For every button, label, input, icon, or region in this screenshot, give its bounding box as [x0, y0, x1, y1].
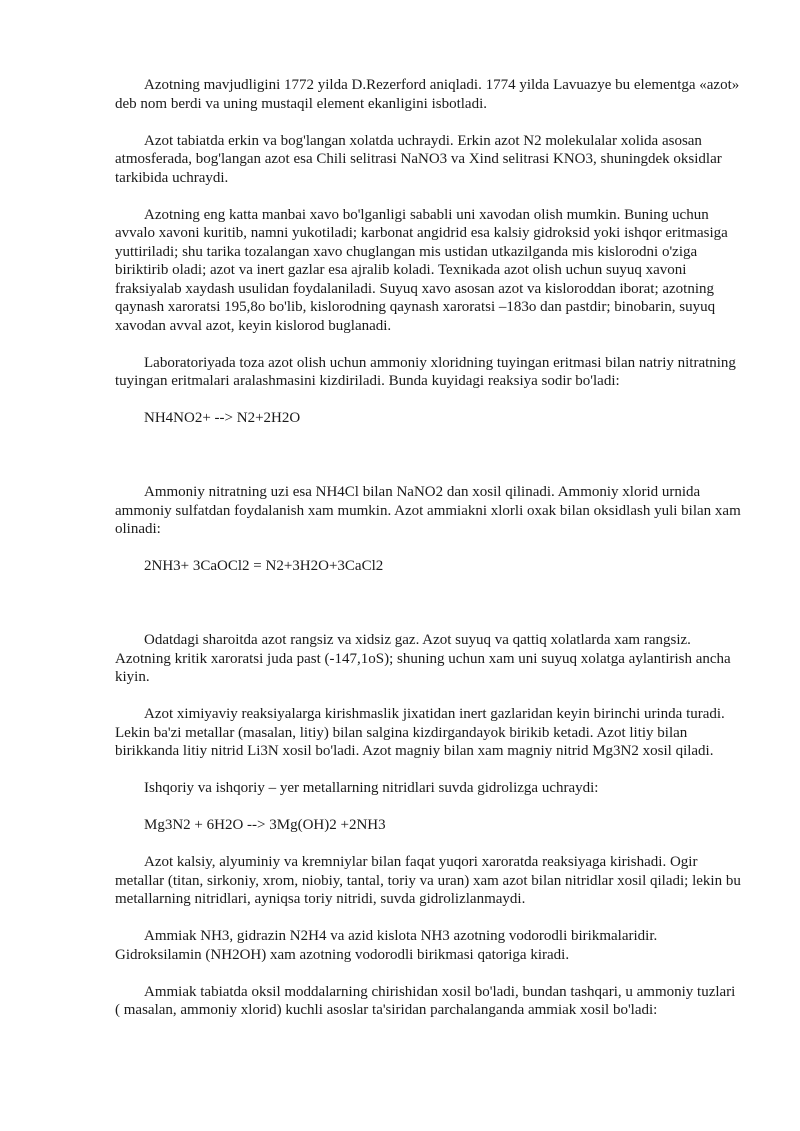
spacer — [115, 539, 744, 558]
paragraph-reactivity: Azot ximiyaviy reaksiyalarga kirishmaslik jixatidan inert gazlaridan keyin birinchi urinda turadi. Lekin ba'zi metallar (masalan, litiy) bilan salgina kizdirgandayok birikib ketadi. Azot litiy bilan birikkanda litiy nitrid Li3N xosil bo'ladi. Azot magniy bilan xam magniy nitrid Mg3N2 xosil qiladi. — [115, 706, 725, 759]
spacer — [115, 187, 744, 206]
spacer — [115, 798, 744, 817]
paragraph-discovery: Azotning mavjudligini 1772 yilda D.Rezerford aniqladi. 1774 yilda Lavuazye bu elementga «azot» deb nom berdi va uning mustaqil element ekanligini isbotladi. — [115, 77, 740, 112]
spacer — [115, 465, 744, 484]
paragraph-nitrides-hydrolysis: Ishqoriy va ishqoriy – yer metallarning nitridlari suvda gidrolizga uchraydi: — [144, 780, 599, 796]
spacer — [115, 335, 744, 354]
paragraph-ammonium-nitrate: Ammoniy nitratning uzi esa NH4Cl bilan NaNO2 dan xosil qilinadi. Ammoniy xlorid urnida ammoniy sulfatdan foydalanish xam mumkin. Azot ammiakni xlorli oxak bilan oksidlash yuli bilan xam olinadi: — [115, 484, 741, 537]
spacer — [115, 613, 744, 632]
paragraph-properties: Odatdagi sharoitda azot rangsiz va xidsiz gaz. Azot suyuq va qattiq xolatlarda xam rangsiz. Azotning kritik xaroratsi juda past (-147,1oS); shuning uchun xam uni suyuq xolatga aylantirish ancha kiyin. — [115, 632, 731, 685]
spacer — [115, 964, 744, 983]
spacer — [115, 428, 744, 465]
paragraph-hydrogen-compounds: Ammiak NH3, gidrazin N2H4 va azid kislota NH3 azotning vodorodli birikmalaridir. Gidroksilamin (NH2OH) xam azotning vodorodli birikmasi qatoriga kiradi. — [115, 928, 658, 963]
spacer — [115, 113, 744, 132]
equation-magnesium-nitride: Mg3N2 + 6H2O --> 3Mg(OH)2 +2NH3 — [144, 817, 386, 833]
equation-chlorinated-lime: 2NH3+ 3CaOCl2 = N2+3H2O+3CaCl2 — [144, 558, 384, 574]
paragraph-air-source: Azotning eng katta manbai xavo bo'lganligi sababli uni xavodan olish mumkin. Buning uchun avvalo xavoni kuritib, namni yukotiladi; karbonat angidrid esa kalsiy gidroksid yoki ishqor eritmasiga yuttiriladi; shu tarika tozalangan xavo chuglangan mis ustidan utkazilganda mis kislorodni o'ziga biriktirib oladi; azot va inert gazlar esa ajralib koladi. Texnikada azot olish uchun suyuq xavoni fraksiyalab xaydash usulidan foydalaniladi. Suyuq xavo asosan azot va kisloroddan iborat; azotning qaynash xaroratsi 195,8o bo'lib, kislorodning qaynash xaroratsi –183o dan pastdir; binobarin, suyuq xavodan avval azot, keyin kislorod buglanadi. — [115, 206, 728, 334]
spacer — [115, 761, 744, 780]
spacer — [115, 835, 744, 854]
spacer — [115, 687, 744, 706]
paragraph-occurrence: Azot tabiatda erkin va bog'langan xolatda uchraydi. Erkin azot N2 molekulalar xolida asosan atmosferada, bog'langan azot esa Chili selitrasi NaNO3 va Xind selitrasi KNO3, shuningdek oksidlar tarkibida uchraydi. — [115, 132, 722, 186]
spacer — [115, 909, 744, 928]
spacer — [115, 576, 744, 613]
equation-ammonium-nitrite: NH4NO2+ --> N2+2H2O — [144, 410, 301, 426]
paragraph-ammonia: Ammiak tabiatda oksil moddalarning chirishidan xosil bo'ladi, bundan tashqari, u ammoniy tuzlari ( masalan, ammoniy xlorid) kuchli asoslar ta'siridan parchalanganda ammiak xosil bo'ladi: — [115, 983, 736, 1018]
paragraph-laboratory: Laboratoriyada toza azot olish uchun ammoniy xloridning tuyingan eritmasi bilan natriy nitratning tuyingan eritmalari aralashmasini kizdiriladi. Bunda kuyidagi reaksiya sodir bo'ladi: — [115, 354, 736, 389]
paragraph-heavy-metals: Azot kalsiy, alyuminiy va kremniylar bilan faqat yuqori xaroratda reaksiyaga kirishadi. Ogir metallar (titan, sirkoniy, xrom, niobiy, tantal, toriy va uran) xam azot bilan nitridlar xosil qiladi; lekin bu metallarning nitridlari, ayniqsa toriy nitridi, suvda gidrolizlanmaydi. — [115, 854, 741, 907]
spacer — [115, 391, 744, 410]
